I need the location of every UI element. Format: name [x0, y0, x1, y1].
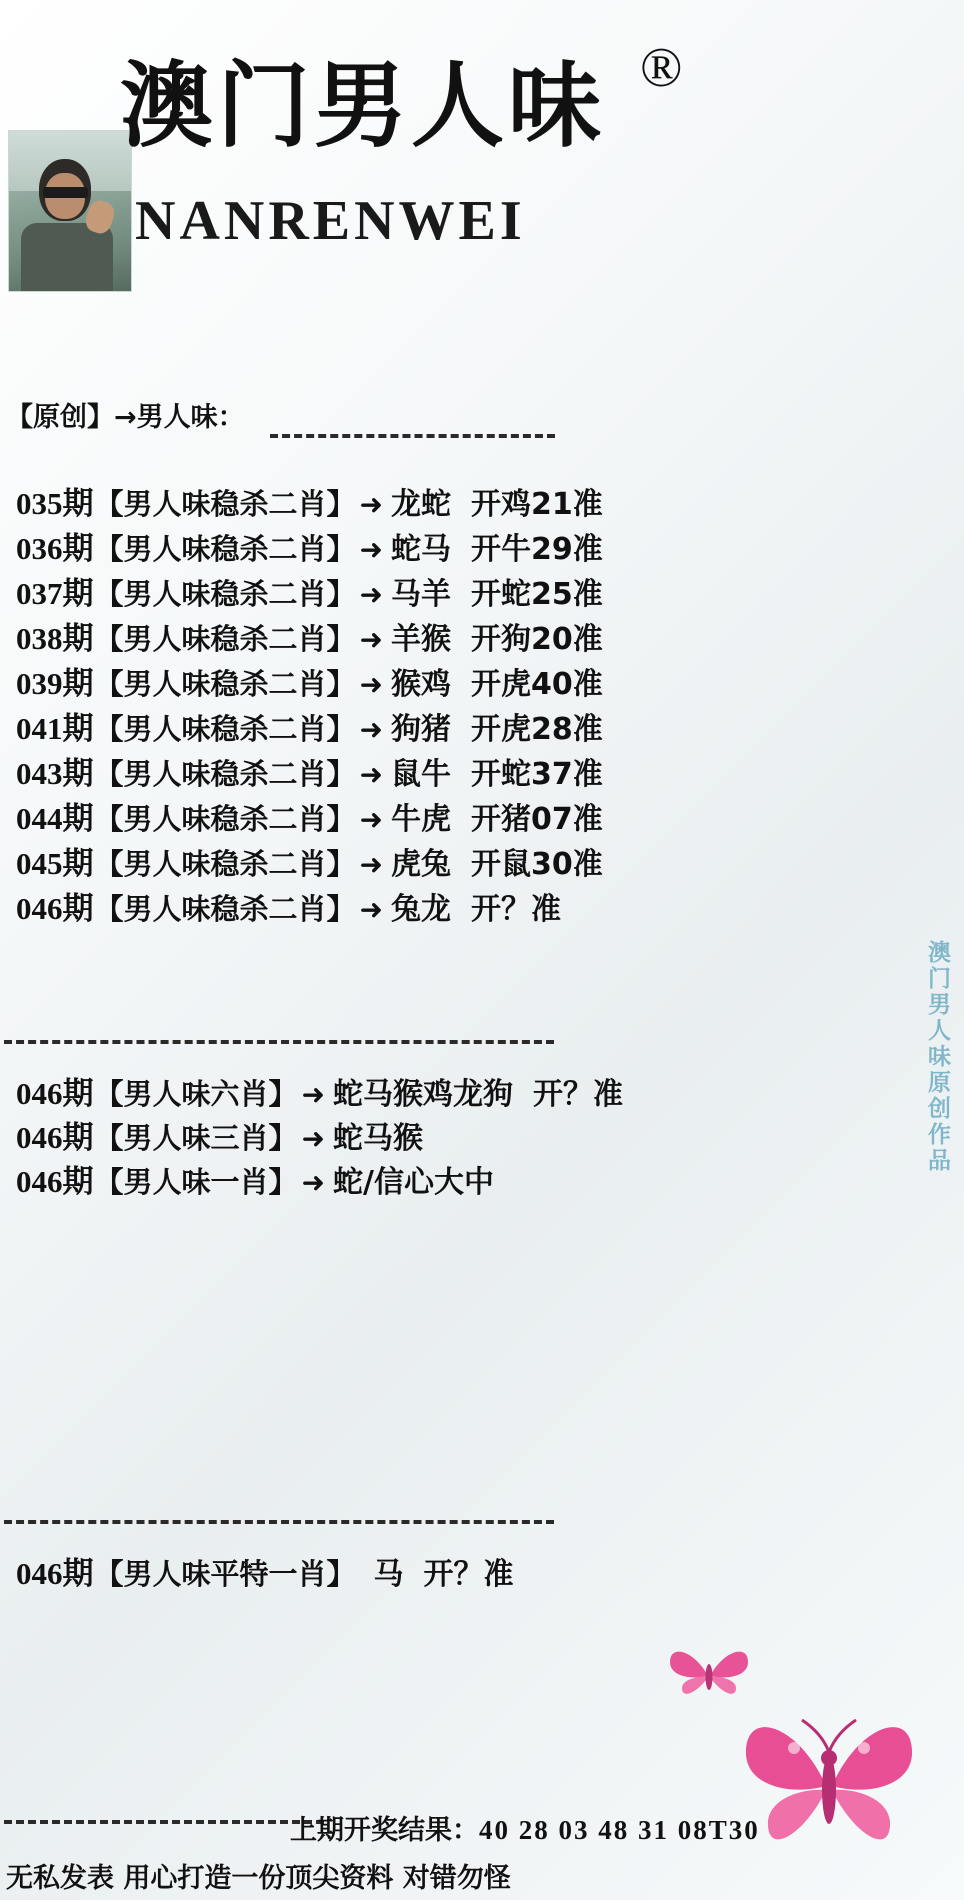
- last-draw-result: [290, 1808, 760, 1847]
- page-subtitle: NANRENWEI: [135, 190, 526, 252]
- list-item: [16, 883, 916, 928]
- pick-value: 蛇/信心大中: [332, 1165, 494, 1200]
- list-item: [16, 793, 916, 838]
- prediction-list-special: [16, 1548, 916, 1593]
- arrow-right-icon: ➜: [359, 578, 383, 611]
- issue-number: 043期: [16, 756, 94, 791]
- result-value: 开狗20准: [470, 622, 603, 657]
- arrow-right-icon: ➜: [359, 623, 383, 656]
- issue-number: 046期: [16, 1556, 94, 1591]
- category-label: 【男人味稳杀二肖】: [94, 532, 356, 566]
- arrow-right-icon: ➜: [301, 1078, 325, 1111]
- pick-value: 蛇马猴鸡龙狗: [332, 1077, 513, 1112]
- pick-value: 龙蛇: [390, 487, 451, 522]
- section-label: 【原创】→男人味：: [6, 402, 245, 433]
- issue-number: 044期: [16, 801, 94, 836]
- arrow-right-icon: ➜: [359, 533, 383, 566]
- pick-value: 牛虎: [390, 802, 451, 837]
- list-item: [16, 568, 916, 613]
- issue-number: 046期: [16, 1164, 94, 1199]
- list-item: [16, 658, 916, 703]
- divider-4: [4, 1820, 324, 1824]
- result-value: 开蛇37准: [470, 757, 603, 792]
- pick-value: 虎兔: [390, 847, 451, 882]
- list-item: [16, 703, 916, 748]
- pick-value: 羊猴: [390, 622, 451, 657]
- list-item: [16, 1068, 916, 1112]
- issue-number: 045期: [16, 846, 94, 881]
- prediction-list-main: [16, 478, 916, 928]
- category-label: 【男人味稳杀二肖】: [94, 712, 356, 746]
- list-item: [16, 838, 916, 883]
- prediction-list-secondary: [16, 1068, 916, 1200]
- arrow-right-icon: ➜: [359, 488, 383, 521]
- issue-number: 036期: [16, 531, 94, 566]
- list-item: [16, 748, 916, 793]
- divider-2: [4, 1040, 554, 1044]
- category-label: 【男人味稳杀二肖】: [94, 622, 356, 656]
- result-value: 开？准: [470, 892, 561, 927]
- list-item: [16, 1548, 916, 1593]
- category-label: 【男人味一肖】: [94, 1165, 298, 1199]
- arrow-right-icon: ➜: [359, 893, 383, 926]
- result-value: 开虎28准: [470, 712, 603, 747]
- result-value: 开？准: [423, 1557, 514, 1592]
- issue-number: 046期: [16, 891, 94, 926]
- category-label: 【男人味稳杀二肖】: [94, 667, 356, 701]
- result-value: 开鼠30准: [470, 847, 603, 882]
- category-label: 【男人味稳杀二肖】: [94, 577, 356, 611]
- category-label: 【男人味六肖】: [94, 1077, 298, 1111]
- arrow-right-icon: ➜: [359, 848, 383, 881]
- arrow-right-icon: ➜: [301, 1122, 325, 1155]
- butterfly-icon-large: [734, 1700, 924, 1880]
- watermark-vertical: 澳门男人味原创作品: [924, 940, 950, 1174]
- arrow-right-icon: ➜: [359, 758, 383, 791]
- divider-1: [270, 434, 555, 438]
- avatar: [8, 130, 132, 292]
- issue-number: 039期: [16, 666, 94, 701]
- category-label: 【男人味稳杀二肖】: [94, 802, 356, 836]
- result-value: 开牛29准: [470, 532, 603, 567]
- issue-number: 046期: [16, 1120, 94, 1155]
- result-value: 开蛇25准: [470, 577, 603, 612]
- list-item: [16, 478, 916, 523]
- category-label: 【男人味稳杀二肖】: [94, 892, 356, 926]
- issue-number: 038期: [16, 621, 94, 656]
- pick-value: 狗猪: [390, 712, 451, 747]
- issue-number: 041期: [16, 711, 94, 746]
- page-title: 澳门男人味: [120, 52, 605, 160]
- list-item: [16, 613, 916, 658]
- result-value: 开虎40准: [470, 667, 603, 702]
- category-label: 【男人味稳杀二肖】: [94, 847, 356, 881]
- pick-value: 马羊: [390, 577, 451, 612]
- result-value: 开？准: [532, 1077, 623, 1112]
- category-label: 【男人味平特一肖】: [94, 1557, 356, 1591]
- pick-value: 猴鸡: [390, 667, 451, 702]
- list-item: [16, 1156, 916, 1200]
- pick-value: 鼠牛: [390, 757, 451, 792]
- list-item: [16, 1112, 916, 1156]
- result-value: 开猪07准: [470, 802, 603, 837]
- butterfly-icon-small: [664, 1640, 754, 1715]
- divider-3: [4, 1520, 554, 1524]
- pick-value: 蛇马: [390, 532, 451, 567]
- registered-trademark-icon: ®: [640, 37, 683, 99]
- issue-number: 037期: [16, 576, 94, 611]
- last-draw-numbers: 40 28 03 48 31 08T30: [479, 1815, 760, 1845]
- arrow-right-icon: ➜: [359, 713, 383, 746]
- result-value: 开鸡21准: [470, 487, 603, 522]
- pick-value: 蛇马猴: [332, 1121, 423, 1156]
- arrow-right-icon: ➜: [359, 668, 383, 701]
- category-label: 【男人味稳杀二肖】: [94, 487, 356, 521]
- pick-value: 马: [373, 1557, 404, 1592]
- pick-value: 兔龙: [390, 892, 451, 927]
- last-draw-label: 上期开奖结果：: [290, 1815, 479, 1846]
- issue-number: 046期: [16, 1076, 94, 1111]
- arrow-right-icon: ➜: [359, 803, 383, 836]
- arrow-right-icon: ➜: [301, 1166, 325, 1199]
- issue-number: 035期: [16, 486, 94, 521]
- category-label: 【男人味稳杀二肖】: [94, 757, 356, 791]
- list-item: [16, 523, 916, 568]
- footer-slogan: 无私发表 用心打造一份顶尖资料 对错勿怪: [6, 1863, 511, 1894]
- header: [0, 0, 964, 330]
- category-label: 【男人味三肖】: [94, 1121, 298, 1155]
- sunglasses-icon: [43, 187, 88, 198]
